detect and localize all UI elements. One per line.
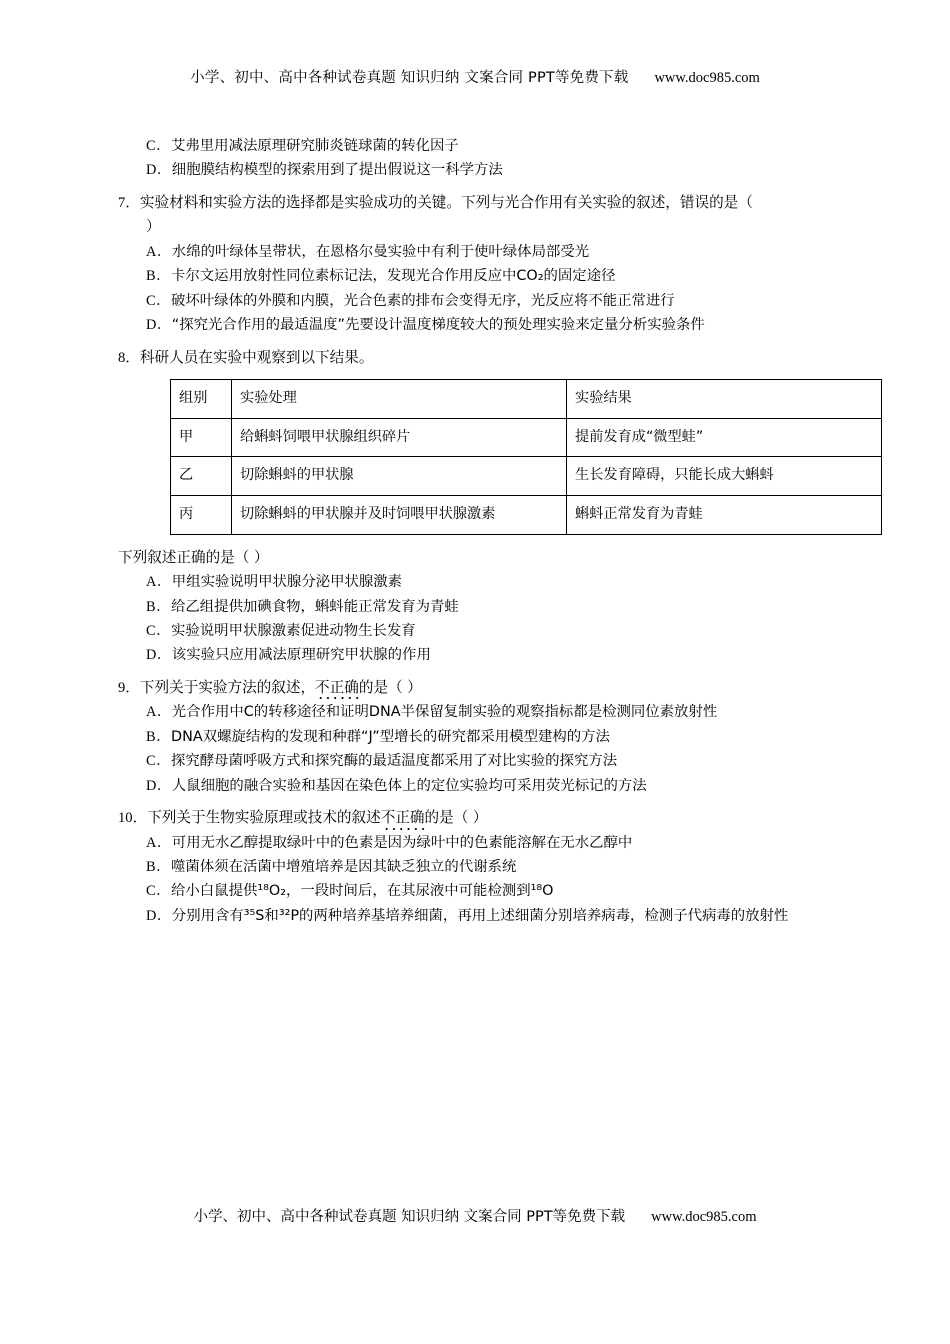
question-number: 7． (118, 194, 140, 211)
option-label: B． (146, 268, 171, 285)
option-item (146, 720, 832, 744)
option-text: 细胞膜结构模型的探索用到了提出假说这一科学方法 (171, 162, 503, 179)
question-8-stem (118, 333, 832, 366)
option-item (146, 744, 832, 768)
table-header-cell: 实验处理 (232, 380, 567, 419)
table-row (171, 496, 882, 535)
question-7-stem (118, 178, 832, 211)
page-footer (0, 1205, 950, 1226)
question-text-after: 的是（ ） (358, 678, 422, 696)
option-label: D． (146, 647, 172, 664)
option-item (146, 153, 832, 177)
table-row (171, 418, 882, 457)
option-label: C． (146, 292, 171, 309)
table-cell-treatment: 切除蝌蚪的甲状腺 (232, 457, 567, 496)
option-label: B． (146, 598, 171, 615)
option-label: A． (146, 574, 172, 591)
document-body (118, 129, 832, 923)
page-header (118, 0, 832, 87)
option-text: 该实验只应用减法原理研究甲状腺的作用 (171, 647, 431, 664)
question-10-stem (118, 793, 832, 826)
question-emphasis: 不正确 (380, 809, 425, 827)
table-cell-group: 甲 (171, 418, 232, 457)
question-text: 科研人员在实验中观察到以下结果。 (139, 348, 374, 366)
option-label: B． (146, 728, 171, 745)
option-text: 给乙组提供加碘食物，蝌蚪能正常发育为青蛙 (171, 598, 459, 615)
option-item (146, 769, 832, 793)
option-text: 探究酵母菌呼吸方式和探究酶的最适温度都采用了对比实验的探究方法 (171, 753, 618, 770)
option-label: A． (146, 244, 172, 260)
table-header-cell: 实验结果 (567, 380, 882, 419)
table-cell-result: 生长发育障碍，只能长成大蝌蚪 (567, 457, 882, 496)
table-cell-result: 蝌蚪正常发育为青蛙 (567, 496, 882, 535)
option-text: 破坏叶绿体的外膜和内膜，光合色素的排布会变得无序，光反应将不能正常进行 (171, 292, 675, 309)
option-item (146, 259, 832, 283)
option-item (146, 874, 832, 898)
option-item (146, 614, 832, 638)
table-cell-treatment: 给蝌蚪饲喂甲状腺组织碎片 (232, 418, 567, 457)
option-item (146, 565, 832, 589)
option-label: D． (146, 317, 172, 334)
option-item (146, 590, 832, 614)
option-label: C． (146, 138, 171, 154)
option-text: 卡尔文运用放射性同位素标记法，发现光合作用反应中CO₂的固定途径 (171, 268, 616, 285)
option-label: C． (146, 623, 171, 639)
footer-url: www.doc985.com (651, 1209, 757, 1225)
question-text-before: 下列关于生物实验原理或技术的叙述 (147, 809, 381, 827)
option-text: 实验说明甲状腺激素促进动物生长发育 (171, 623, 416, 639)
footer-promo-text: 小学、初中、高中各种试卷真题 知识归纳 文案合同 PPT等免费下载 (193, 1209, 626, 1225)
option-label: D． (146, 777, 172, 794)
option-text: DNA双螺旋结构的发现和种群“J”型增长的研究都采用模型建构的方法 (171, 728, 610, 745)
header-url: www.doc985.com (654, 70, 760, 86)
option-text: 分别用含有³⁵S和³²P的两种培养基培养细菌，再用上述细菌分别培养病毒，检测子代病毒的放射性 (171, 907, 789, 924)
question-9-stem (118, 663, 832, 696)
question-7-continuation: ） (146, 218, 161, 236)
option-text: 可用无水乙醇提取绿叶中的色素是因为绿叶中的色素能溶解在无水乙醇中 (171, 834, 633, 851)
option-label: D． (146, 907, 172, 924)
option-item (146, 308, 832, 332)
option-text: “探究光合作用的最适温度”先要设计温度梯度较大的预处理实验来定量分析实验条件 (171, 317, 705, 334)
table-row (171, 457, 882, 496)
option-label: D． (146, 162, 172, 179)
question-number: 8． (118, 349, 140, 366)
question-emphasis: 不正确 (315, 678, 359, 696)
option-item (146, 899, 832, 923)
option-text: 人鼠细胞的融合实验和基因在染色体上的定位实验均可采用荧光标记的方法 (171, 777, 647, 794)
option-item (146, 129, 832, 153)
question-number: 10． (118, 810, 148, 827)
option-label: B． (146, 859, 171, 876)
option-text: 噬菌体须在活菌中增殖培养是因其缺乏独立的代谢系统 (171, 859, 517, 876)
table-cell-group: 丙 (171, 496, 232, 535)
option-label: A． (146, 704, 172, 721)
option-item (146, 850, 832, 874)
header-promo-text: 小学、初中、高中各种试卷真题 知识归纳 文案合同 PPT等免费下载 (190, 70, 629, 86)
table-cell-result: 提前发育成“微型蛙” (567, 418, 882, 457)
question-text-before: 下列关于实验方法的叙述， (139, 678, 316, 696)
option-item (146, 235, 832, 259)
option-item (146, 638, 832, 662)
option-text: 光合作用中C的转移途径和证明DNA半保留复制实验的观察指标都是检测同位素放射性 (171, 704, 718, 721)
table-header-cell: 组别 (171, 380, 232, 419)
option-text: 艾弗里用减法原理研究肺炎链球菌的转化因子 (171, 138, 459, 154)
option-text: 给小白鼠提供¹⁸O₂，一段时间后，在其尿液中可能检测到¹⁸O (171, 883, 554, 900)
question-text-after: 的是（ ） (424, 809, 488, 827)
option-item (146, 826, 832, 850)
option-label: C． (146, 883, 171, 900)
option-label: A． (146, 834, 172, 851)
table-header-row (171, 380, 882, 419)
option-text: 水绵的叶绿体呈带状，在恩格尔曼实验中有利于使叶绿体局部受光 (171, 244, 590, 260)
option-item (146, 695, 832, 719)
question-8-sub-stem: 下列叙述正确的是（ ） (118, 548, 269, 566)
table-cell-treatment: 切除蝌蚪的甲状腺并及时饲喂甲状腺激素 (232, 496, 567, 535)
option-label: C． (146, 753, 171, 770)
option-text: 甲组实验说明甲状腺分泌甲状腺激素 (171, 574, 403, 591)
question-number: 9． (118, 679, 140, 696)
question-text: 实验材料和实验方法的选择都是实验成功的关键。下列与光合作用有关实验的叙述，错误的是（ (139, 193, 753, 211)
option-item (146, 284, 832, 308)
experiment-results-table (170, 379, 882, 534)
table-cell-group: 乙 (171, 457, 232, 496)
